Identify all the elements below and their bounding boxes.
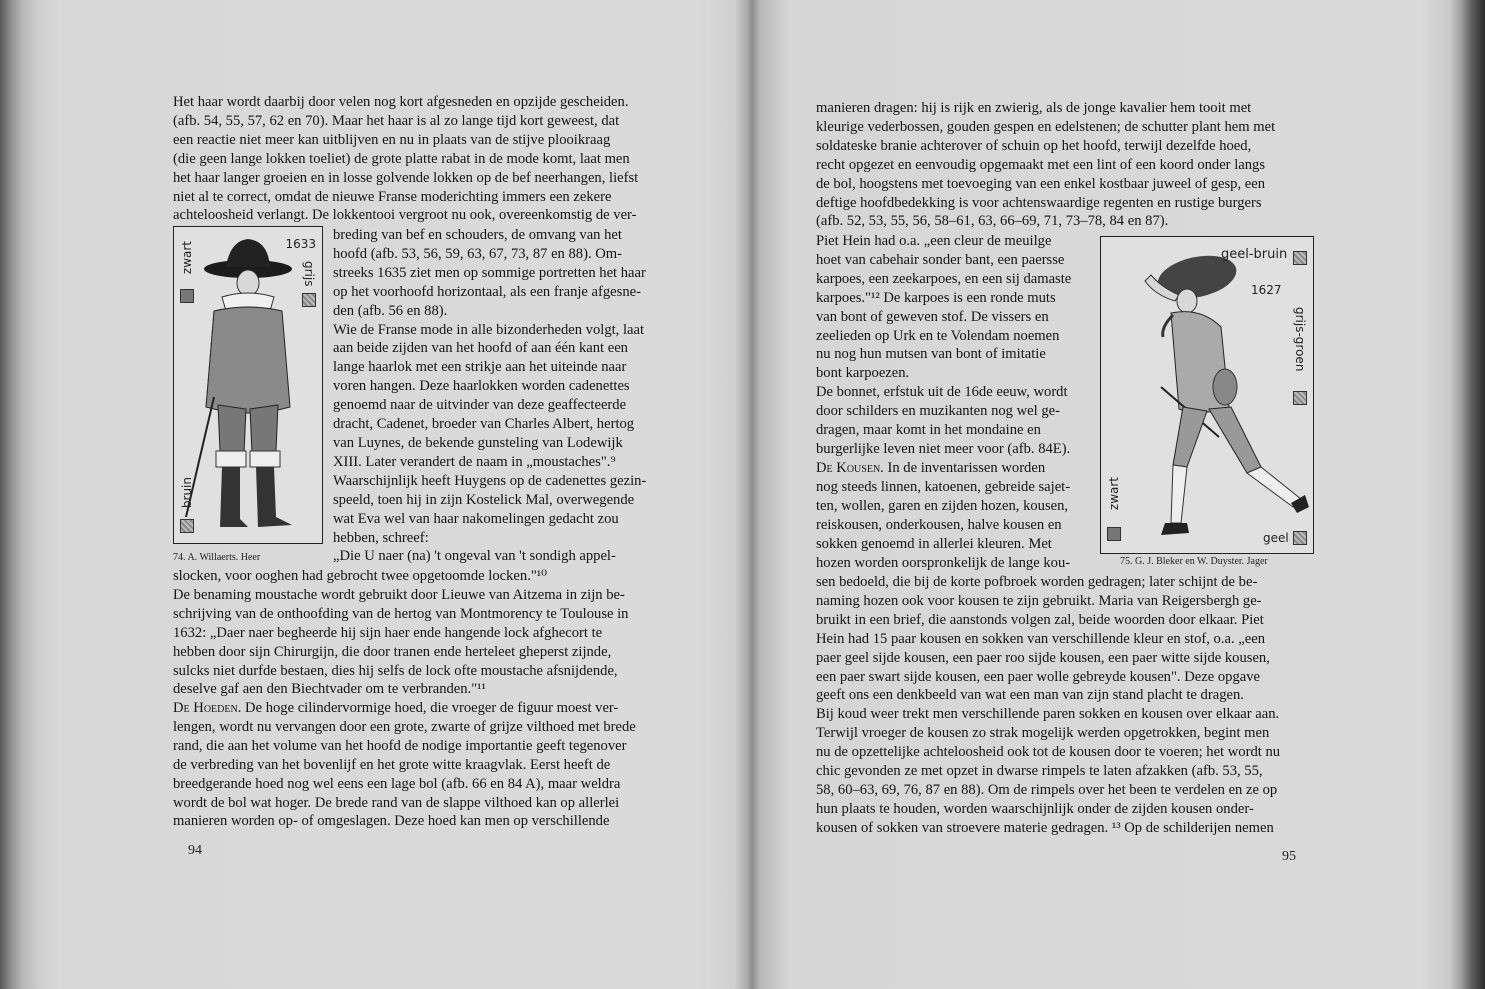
left-para-cadenettes <box>333 226 678 566</box>
text-line: den (afb. 56 en 88). <box>333 302 448 319</box>
text-line: zeelieden op Urk en te Volendam noemen <box>816 327 1060 344</box>
text-line: 58, 60–63, 69, 76, 87 en 88). Om de rimpels over het been te verdelen en ze op <box>816 781 1278 798</box>
gentleman-illustration <box>174 227 322 543</box>
text-line: de verbreding van het bovenlijf en het grote witte kraagvlak. Eerst heeft de <box>173 756 611 773</box>
page-number-right: 95 <box>1282 849 1296 864</box>
text-line: manieren worden op- of omgeslagen. Deze hoed kan men op verschillende <box>173 813 610 830</box>
text-line: „Die U naer (na) 't ongeval van 't sondigh appel- <box>333 548 616 565</box>
figure-75-label-geel: geel <box>1263 531 1289 545</box>
text-line: Hein had 15 paar kousen en sokken van verschillende kleur en stof, o.a. „een <box>816 630 1266 647</box>
figure-75-label-grijs-groen: grijs-groen <box>1293 307 1307 372</box>
text-line: schrijving van de onthoofding van de hertog van Montmorency te Toulouse in <box>173 605 629 622</box>
text-line: door schilders en muzikanten nog wel ge- <box>816 403 1060 420</box>
figure-75-year: 1627 <box>1251 283 1282 297</box>
text-line: voren hangen. Deze haarlokken worden cadenettes <box>333 378 630 395</box>
text-line: geeft ons een denkbeeld van wat een man van zijn stand placht te dragen. <box>816 687 1244 704</box>
text-line: deftige hoofdbedekking is voor achtenswaardige regenten en rustige burgers <box>816 194 1262 211</box>
text-line: sulcks niet durfde bestaen, dies hij selfs de lock ofte moustache afsnijdende, <box>173 662 618 679</box>
text-line: reiskousen, onderkousen, halve kousen en <box>816 516 1062 533</box>
heading-hoeden: De Hoeden. <box>173 700 242 716</box>
text-line: Waarschijnlijk heeft Huygens op de cadenettes gezin- <box>333 472 647 489</box>
text-line: genoemd naar de uitvinder van deze geaffecteerde <box>333 397 627 414</box>
text-line: sokken genoemd in allerlei kleuren. Met <box>816 535 1052 552</box>
right-para-hozen <box>816 573 1325 838</box>
text-line: burgerlijke leven niet meer voor (afb. 84E). <box>816 440 1071 457</box>
text-line: hebben, schreef: <box>333 529 429 546</box>
right-para-karpoes <box>816 232 1094 459</box>
right-para-hat-manners <box>816 99 1325 231</box>
left-para-hair <box>173 93 678 225</box>
text-line: hozen worden oorspronkelijk de lange kou- <box>816 554 1071 571</box>
left-para-hoeden: De Hoeden. De hoge cilindervormige hoed, die vroeger de figuur moest ver- lengen, wordt nu vervangen door een grote, zwarte of grijze vilthoed met brede rand, die aan het volume van het hoofd de nodige importantie geeft tegenover de verbreding van het bovenlijf en het grote witte kraagvlak. Eerst heeft de breedgerande hoed nog wel eens een lage bol (afb. 66 en 84 A), maar weldra wordt de bol wat hoger. De brede rand van de slappe vilthoed kan op allerlei manieren worden op- of omgeslagen. Deze hoed kan men op verschillende <box>173 699 678 831</box>
text-line: nog steeds linnen, katoenen, gebreide sajet- <box>816 478 1071 495</box>
figure-75-caption: 75. G. J. Bleker en W. Duyster. Jager <box>1120 556 1268 567</box>
text-line: bont karpoezen. <box>816 365 910 382</box>
text-line: De bonnet, erfstuk uit de 16de eeuw, wordt <box>816 384 1068 401</box>
text-line: dracht, Cadenet, broeder van Charles Albert, hertog <box>333 416 635 433</box>
text-line: hebben door sijn Chirurgijn, die door tranen ende herteleet gheperst zijnde, <box>173 643 612 660</box>
text-line: van bont of geweven stof. De vissers en <box>816 308 1049 325</box>
text-line: een reactie niet meer kan uitblijven en nu in plaats van de stijve plooikraag <box>173 131 611 148</box>
text-line: wordt de bol wat hoger. De brede rand van de slappe vilthoed kan op allerlei <box>173 794 620 811</box>
text-line: Bij koud weer trekt men verschillende paren sokken en kousen over elkaar aan. <box>816 706 1280 723</box>
text-line: niet al te correct, omdat de nieuwe Franse moderichting immers een zekere <box>173 188 612 205</box>
text-line: Wie de Franse mode in alle bizonderheden volgt, laat <box>333 321 645 338</box>
color-swatch-black-2 <box>1107 527 1121 541</box>
text-line: van Luynes, de bekende gunsteling van Lodewijk <box>333 434 623 451</box>
left-para-moustache <box>173 567 678 699</box>
figure-74-caption: 74. A. Willaerts. Heer <box>173 552 261 563</box>
text-line: op het voorhoofd horizontaal, als een franje afgesne- <box>333 283 641 300</box>
text-line: (afb. 54, 55, 57, 62 en 70). Maar het haar is al zo lange tijd kort geweest, dat <box>173 112 620 129</box>
text-line: (die geen lange lokken toeliet) de grote platte rabat in de mode komt, laat men <box>173 150 630 167</box>
text-line: kleurige vederbossen, gouden gespen en edelstenen; de schutter plant hem met <box>816 118 1276 135</box>
text-line: hoofd (afb. 53, 56, 59, 63, 67, 73, 87 en 88). Om- <box>333 245 622 262</box>
text-line: nu nog hun mutsen van bont of imitatie <box>816 346 1046 363</box>
text-line: breding van bef en schouders, de omvang van het <box>333 227 622 243</box>
figure-74-card <box>173 226 323 544</box>
text-line: slocken, voor ooghen had gebrocht twee opgetoomde locken."¹⁰ <box>173 568 548 584</box>
text-line: karpoes, een zeekarpoes, en een sij damaste <box>816 270 1072 287</box>
figure-75-label-geel-bruin: geel-bruin <box>1221 247 1288 262</box>
right-para-kousen: De Kousen. In de inventarissen worden nog steeds linnen, katoenen, gebreide sajet- ten, wollen, garen en zijden hozen, kousen, reiskousen, onderkousen, halve kousen en sokken genoemd in allerlei kleuren. Met hozen worden oorspronkelijk de lange kou- <box>816 459 1094 572</box>
text-line: Het haar wordt daarbij door velen nog kort afgesneden en opzijde gescheiden. <box>173 94 629 110</box>
figure-74-label-zwart: zwart <box>180 241 194 275</box>
text-line: kousen of sokken van stroevere materie gedragen. ¹³ Op de schilderijen nemen <box>816 819 1274 836</box>
right-page <box>752 0 1485 989</box>
text-line: bruikt in een brief, die aanstonds volgen zal, beide woorden door elkaar. Piet <box>816 611 1264 628</box>
text-line: lengen, wordt nu vervangen door een grote, zwarte of grijze vilthoed met brede <box>173 718 636 735</box>
text-line: Piet Hein had o.a. „een cleur de meuilge <box>816 233 1052 249</box>
text-line: manieren dragen: hij is rijk en zwierig, als de jonge kavalier hem tooit met <box>816 100 1252 116</box>
color-swatch-grey-green <box>1293 391 1307 405</box>
text-line: aan beide zijden van het hoofd of aan één kant een <box>333 340 628 357</box>
color-swatch-black <box>180 289 194 303</box>
text-line: XIII. Later verandert de naam in „moustaches".⁹ <box>333 453 616 470</box>
figure-74-label-bruin: bruin <box>180 477 194 509</box>
text-line: chic gevonden ze met opzet in dwarse rimpels te laten afzakken (afb. 53, 55, <box>816 763 1263 780</box>
text-line: speeld, toen hij in zijn Kostelick Mal, overwegende <box>333 491 635 508</box>
text-line: breedgerande hoed nog wel eens een lage bol (afb. 66 en 84 A), maar weldra <box>173 775 621 792</box>
text-line: paer geel sijde kousen, een paer roo sijde kousen, een paer witte sijde kousen, <box>816 649 1270 666</box>
figure-74-year: 1633 <box>285 237 316 251</box>
text-line: dragen, maar komt in het mondaine en <box>816 422 1041 439</box>
text-line: streeks 1635 ziet men op sommige portretten het haar <box>333 264 646 281</box>
text-line: soldateske branie achterover of schuin op het hoofd, terwijl dezelfde hoed, <box>816 137 1252 154</box>
color-swatch-yellow-brown <box>1293 251 1307 265</box>
text-line: wat Eva wel van haar nakomelingen gedacht zou <box>333 510 619 527</box>
text-line: het haar langer groeien en in losse golvende lokken op de bef neerhangen, liefst <box>173 169 639 186</box>
text-line: deselve gaf aen den Biechtvader om te verbranden."¹¹ <box>173 681 486 698</box>
text-line: de bol, hoogstens met toevoeging van een enkel kostbaar juweel of gesp, een <box>816 175 1266 192</box>
text-line: karpoes."¹² De karpoes is een ronde muts <box>816 289 1056 306</box>
text-line: sen bedoeld, die bij de korte pofbroek worden gedragen; later schijnt de be- <box>816 574 1258 590</box>
figure-75-card <box>1100 236 1314 554</box>
color-swatch-yellow <box>1293 531 1307 545</box>
text-line: naming hozen ook voor kousen te zijn gebruikt. Maria van Reigersbergh ge- <box>816 592 1262 609</box>
text-line: hun plaats te houden, worden waarschijnlijk onder de zijden kousen onder- <box>816 800 1254 817</box>
text-line: recht opgezet en eenvoudig opgemaakt met een lint of een koord onder langs <box>816 156 1266 173</box>
text-line: rand, die aan het volume van het hoofd de nodige importantie geeft tegenover <box>173 737 627 754</box>
text-line: ten, wollen, garen en zijden hozen, kousen, <box>816 497 1069 514</box>
page-number-left: 94 <box>188 843 202 858</box>
text-line: achteloosheid verlangt. De lokkentooi vergroot nu ook, overeenkomstig de ver- <box>173 207 637 224</box>
text-line: Terwijl vroeger de kousen zo strak mogelijk werden opgetrokken, begint men <box>816 725 1270 742</box>
figure-74-label-grijs: grijs <box>302 261 316 287</box>
text-line: lange haarlok met een strikje aan het uiteinde naar <box>333 359 627 376</box>
color-swatch-brown <box>180 519 194 533</box>
figure-75-label-zwart: zwart <box>1107 477 1121 511</box>
color-swatch-grey <box>302 293 316 307</box>
text-line: nu de opzettelijke achteloosheid ook tot de kousen door te voeren; het wordt nu <box>816 744 1281 761</box>
text-line: hoet van cabehair sonder bant, een paersse <box>816 251 1065 268</box>
text-line: (afb. 52, 53, 55, 56, 58–61, 63, 66–69, 71, 73–78, 84 en 87). <box>816 213 1169 230</box>
heading-kousen: De Kousen. <box>816 460 884 476</box>
text-line: De benaming moustache wordt gebruikt door Lieuwe van Aitzema in zijn be- <box>173 586 625 603</box>
text-line: 1632: „Daer naer begheerde hij sijn haer ende hangende lock afghecort te <box>173 624 603 641</box>
text-line: een paer swart sijde kousen, een paer wolle gebreyde kousen". Deze opgave <box>816 668 1260 685</box>
